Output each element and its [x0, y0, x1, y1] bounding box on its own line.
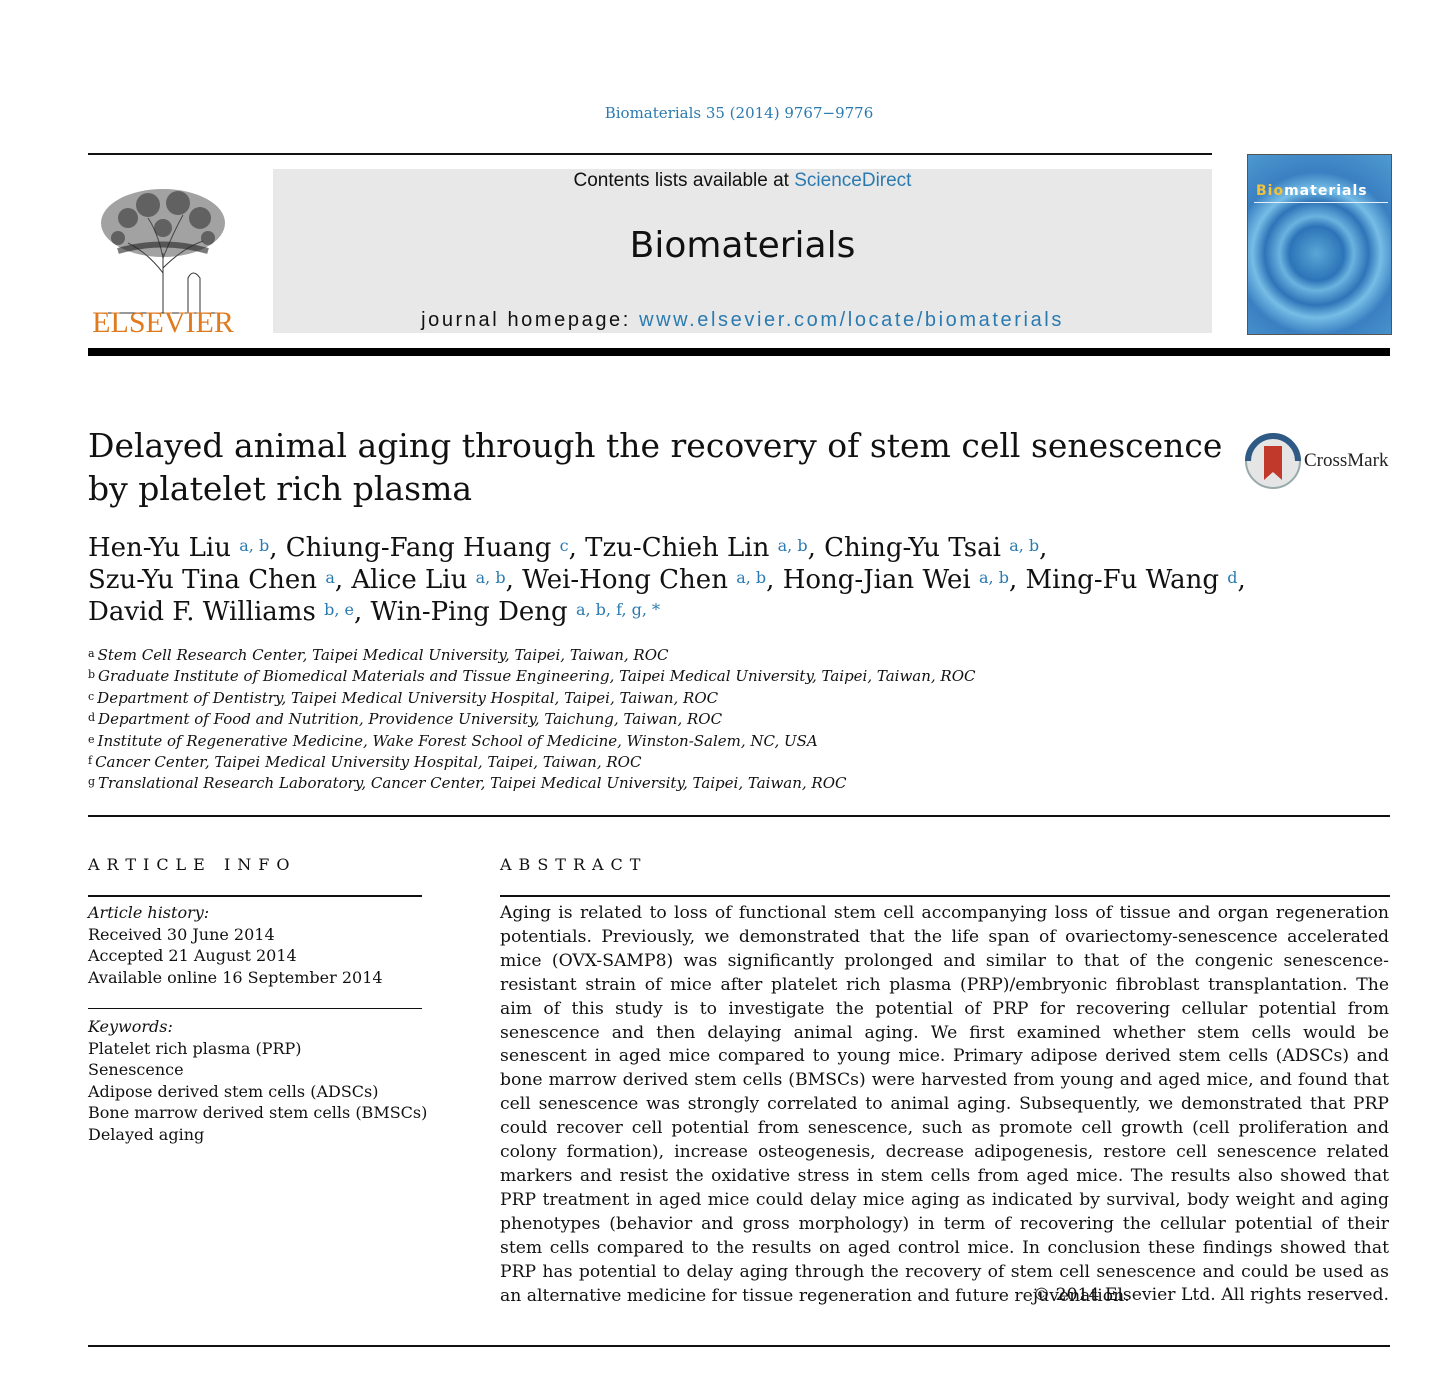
abstract-text: Aging is related to loss of functional stem cell accompanying loss of tissue and organ regeneration potentials. Previously, we demonstrated that the life span of ovariectomy-senescence accelerated mice (OVX-SAMP8) was significantly prolonged and similar to that of the congenic senescence-resistant strain of mice after platelet rich plasma (PRP)/embryonic fibroblast transplantation. The aim of this study is to investigate the potential of PRP for recovering cellular potential from senescence and then delaying animal aging. We first examined whether stem cells would be senescent in aged mice compared to young mice. Primary adipose derived stem cells (ADSCs) and bone marrow derived stem cells (BMSCs) were harvested from young and aged mice, and found that cell senescence was strongly correlated to animal aging. Subsequently, we demonstrated that PRP could recover cell potential from senescence, such as promote cell growth (cell proliferation and colony formation), increase osteogenesis, decrease adipogenesis, restore cell senescence related markers and resist the oxidative stress in stem cells from aged mice. The results also showed that PRP treatment in aged mice could delay mice aging as indicated by survival, body weight and aging phenotypes (behavior and gross morphology) in term of recovering the cellular potential of their stem cells compared to the results on aged control mice. In conclusion these findings showed that PRP has potential to delay aging through the recovery of stem cell senescence and could be used as an alternative medicine for tissue regeneration and future rejuvenation. [500, 903, 1389, 1306]
author-affiliation-ref[interactable]: a, b [1009, 536, 1040, 555]
affiliation-item [88, 773, 1188, 794]
affiliation-item [88, 731, 1188, 752]
author-affiliation-ref[interactable]: a, b, f, g, * [575, 600, 661, 619]
abstract-rule [500, 895, 1390, 897]
online-date: Available online 16 September 2014 [88, 967, 383, 987]
author-list: Hen-Yu Liu $^{a, b}$, Chiung-Fang Huang $^c$, Tzu-Chieh Lin $^{a, b}$, Ching-Yu Tsai $^{a, b}$, Szu-Yu Tina Chen $^a$, Alice Liu $^{a, b}$, Wei-Hong Chen $^{a, b}$, Hong-Jian Wei $^{a, b}$, Ming-Fu Wang $^d$, David F. Williams $^{b, e}$, Win-Ping Deng $^{a, b, f, g, *}$ [88, 533, 1246, 627]
author-affiliation-ref[interactable]: a, b [475, 568, 506, 587]
keywords-block [88, 1016, 427, 1145]
affiliation-key: g [88, 775, 96, 789]
author-affiliation-ref[interactable]: a, b [239, 536, 270, 555]
affiliation-text: Department of Food and Nutrition, Providence University, Taichung, Taiwan, ROC [98, 710, 723, 729]
keyword: Delayed aging [88, 1124, 205, 1144]
affiliation-key: c [88, 689, 95, 703]
affiliation-key: d [88, 711, 96, 725]
affiliation-text: Stem Cell Research Center, Taipei Medical University, Taipei, Taiwan, ROC [97, 646, 669, 664]
author[interactable]: Ming-Fu Wang [1025, 565, 1220, 595]
header-thick-bar [88, 348, 1390, 356]
affiliation-key: e [88, 732, 95, 746]
affiliation-key: a [88, 647, 95, 660]
section-divider [88, 815, 1390, 817]
homepage-link[interactable]: www.elsevier.com/locate/biomaterials [639, 309, 1064, 331]
author-affiliation-ref[interactable]: a, b [777, 536, 808, 555]
header-rule [88, 153, 1212, 155]
homepage-line [273, 309, 1212, 332]
keyword: Platelet rich plasma (PRP) [88, 1038, 302, 1058]
sciencedirect-link[interactable]: ScienceDirect [794, 170, 912, 191]
copyright-notice: © 2014 Elsevier Ltd. All rights reserved. [1033, 1285, 1389, 1305]
affiliation-item [88, 688, 1188, 709]
article-info-heading: ARTICLE INFO [88, 855, 297, 874]
received-date: Received 30 June 2014 [88, 924, 275, 944]
author[interactable]: Wei-Hong Chen [522, 565, 728, 595]
journal-banner [273, 169, 1212, 333]
keywords-rule [88, 1008, 422, 1009]
author[interactable]: David F. Williams [88, 597, 316, 627]
author[interactable]: Alice Liu [351, 565, 468, 595]
history-label: Article history: [88, 903, 210, 922]
author[interactable]: Szu-Yu Tina Chen [88, 565, 318, 595]
author[interactable]: Ching-Yu Tsai [824, 533, 1001, 563]
affiliation-item [88, 666, 1188, 687]
affiliation-list [88, 645, 1188, 795]
author-affiliation-ref[interactable]: a, b [979, 568, 1009, 587]
affiliation-text: Institute of Regenerative Medicine, Wake Forest School of Medicine, Winston-Salem, NC, USA [97, 731, 818, 750]
author[interactable]: Win-Ping Deng [370, 597, 568, 627]
author[interactable]: Hen-Yu Liu [88, 533, 231, 563]
cover-rule [1254, 202, 1388, 203]
contents-prefix: Contents lists available at [573, 170, 795, 191]
homepage-prefix: journal homepage: [421, 309, 640, 331]
affiliation-text: Translational Research Laboratory, Cancer Center, Taipei Medical University, Taipei, Taiwan, ROC [98, 774, 847, 793]
contents-line [273, 170, 1212, 192]
keywords-label: Keywords: [88, 1017, 173, 1036]
affiliation-item [88, 709, 1188, 730]
affiliation-key: b [88, 668, 96, 682]
author-affiliation-ref[interactable]: d [1227, 568, 1238, 587]
author[interactable]: Tzu-Chieh Lin [585, 533, 770, 563]
journal-cover-thumbnail[interactable] [1247, 154, 1392, 335]
keyword: Senescence [88, 1060, 184, 1079]
affiliation-text: Cancer Center, Taipei Medical University Hospital, Taipei, Taiwan, ROC [95, 753, 642, 772]
accepted-date: Accepted 21 August 2014 [88, 946, 297, 965]
author-affiliation-ref[interactable]: c [559, 536, 569, 555]
abstract-heading: ABSTRACT [500, 855, 648, 874]
keyword: Bone marrow derived stem cells (BMSCs) [88, 1103, 428, 1122]
article-info-rule [88, 895, 422, 897]
affiliation-key: f [88, 754, 93, 768]
bottom-rule [88, 1345, 1390, 1347]
cover-title [1256, 183, 1368, 199]
affiliation-item [88, 645, 1188, 666]
affiliation-text: Graduate Institute of Biomedical Materials and Tissue Engineering, Taipei Medical University, Taipei, Taiwan, ROC [98, 667, 976, 686]
journal-title: Biomaterials [629, 225, 856, 266]
crossmark-label[interactable]: CrossMark [1304, 450, 1389, 471]
elsevier-wordmark: ELSEVIER [92, 306, 234, 339]
cover-title-materials: materials [1284, 183, 1368, 199]
journal-citation[interactable]: Biomaterials 35 (2014) 9767−9776 [604, 104, 874, 122]
crossmark-icon[interactable] [1244, 432, 1302, 490]
article-history [88, 902, 383, 988]
author-affiliation-ref[interactable]: a, b [736, 568, 767, 587]
author-affiliation-ref[interactable]: a [325, 568, 335, 587]
author[interactable]: Hong-Jian Wei [782, 565, 971, 595]
article-title: Delayed animal aging through the recovery of stem cell senescence by platelet rich plasma [88, 426, 1223, 508]
affiliation-text: Department of Dentistry, Taipei Medical University Hospital, Taipei, Taiwan, ROC [97, 688, 719, 707]
cover-title-bio: Bio [1256, 183, 1285, 199]
author-affiliation-ref[interactable]: b, e [324, 600, 354, 619]
affiliation-item [88, 752, 1188, 773]
keyword: Adipose derived stem cells (ADSCs) [88, 1081, 379, 1101]
author[interactable]: Chiung-Fang Huang [285, 533, 552, 563]
